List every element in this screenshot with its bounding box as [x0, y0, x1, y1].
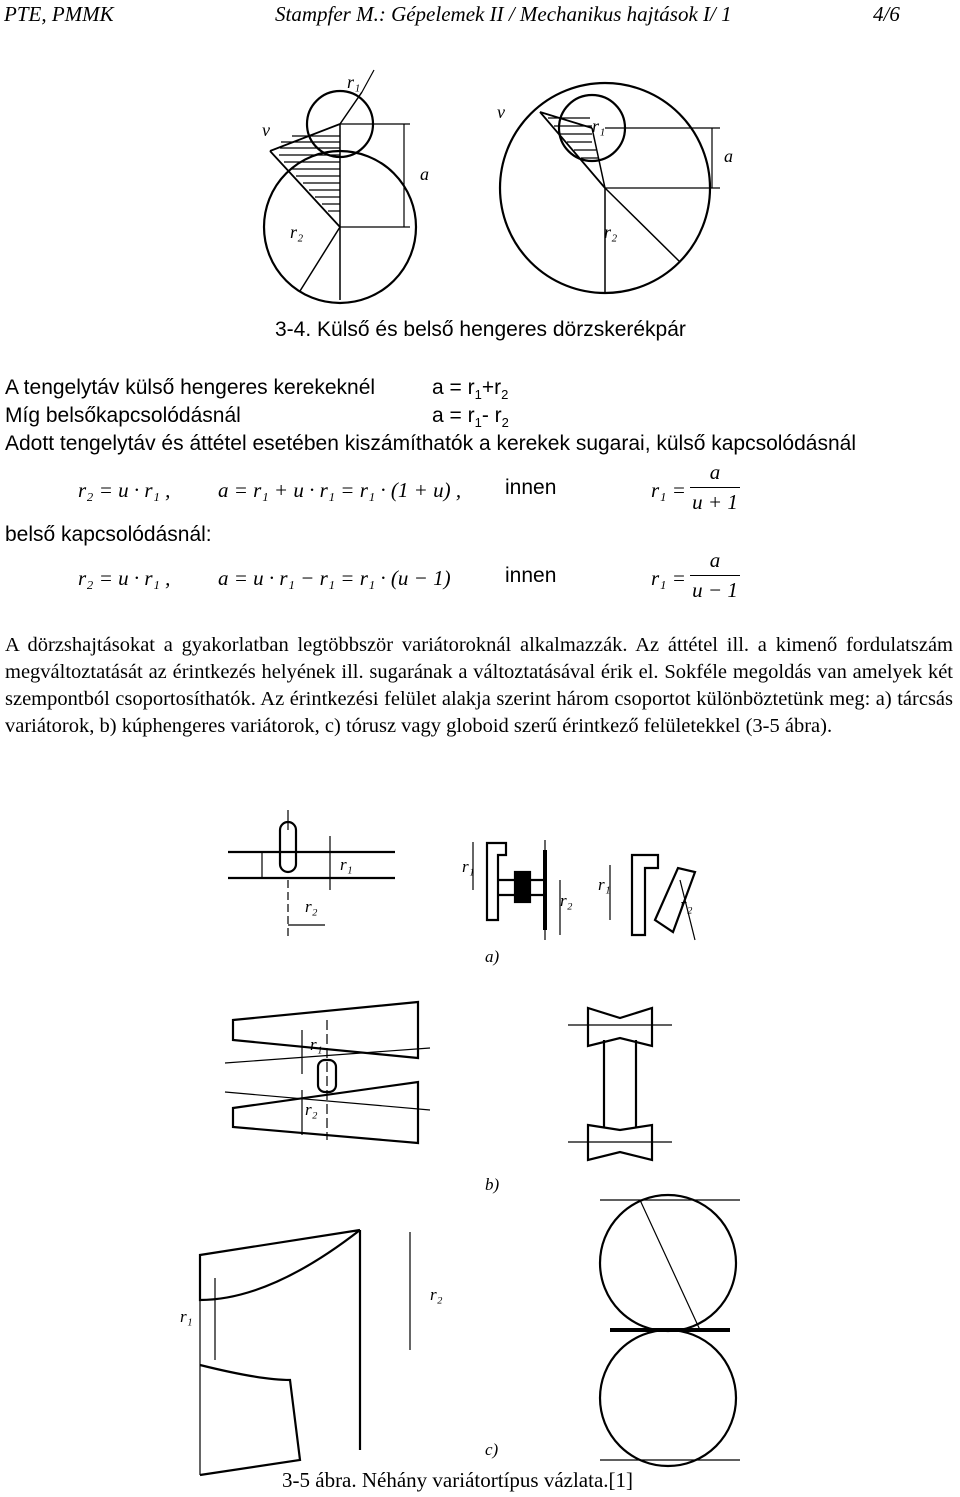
figure-3-4-caption: 3-4. Külső és belső hengeres dörzskerékpár	[275, 318, 686, 341]
eq-ext-fraction: a u + 1	[690, 460, 740, 515]
fig1-label-a: a	[420, 164, 429, 184]
eq-int-fraction: a u − 1	[690, 548, 740, 603]
fig2-label-v: v	[497, 102, 505, 122]
fig2-label-r2: r₂	[604, 222, 618, 242]
header-left: PTE, PMMK	[4, 2, 114, 26]
fig35-c-r1: r₁	[180, 1307, 193, 1326]
fig1-label-v: v	[262, 120, 270, 140]
eq-ext-1: r₂ = u · r₁ ,	[78, 478, 171, 502]
fig35-label-b: b)	[485, 1175, 500, 1194]
text-line-2: Míg belsőkapcsolódásnál	[5, 404, 241, 427]
text-line-3: Adott tengelytáv és áttétel esetében kiszámíthatók a kerekek sugarai, külső kapcsolódásnál	[5, 432, 856, 455]
fig1-label-r2: r₂	[290, 222, 304, 242]
formula-external-a: $a = r_1+r_2$	[432, 376, 509, 403]
fig35-label-a: a)	[485, 947, 500, 966]
fig35-b-r1: r₁	[310, 1035, 323, 1054]
fig2-label-a: a	[724, 146, 733, 166]
eq-int-lhs: r₁ =	[651, 566, 686, 590]
fig35-a-r2: r₂	[305, 897, 318, 916]
fig1-label-r1: r₁	[347, 72, 361, 92]
fig35-a-right-r1: r₁	[598, 875, 611, 894]
eq-int-2: a = u · r₁ − r₁ = r₁ · (u − 1)	[218, 566, 451, 590]
header-page-number: 4/6	[873, 2, 900, 26]
text-line-1: A tengelytáv külső hengeres kerekeknél	[5, 376, 376, 399]
eq-ext-2: a = r₁ + u · r₁ = r₁ · (1 + u) ,	[218, 478, 462, 502]
belso-label: belső kapcsolódásnál:	[5, 523, 212, 546]
body-paragraph: A dörzshajtásokat a gyakorlatban legtöbbször variátoroknál alkalmazzák. Az áttétel ill. a kimenő fordulatszám megváltoztatását az érintkezés helyének ill. sugarának a változtatásával érik el. Sokféle megoldás van amelyek két szempontból csoportosíthatók. Az érintkezési felület alakja szerint három csoportot különböztetünk meg: a) tárcsás variátorok, b) kúphengeres variátorok, c) tórusz vagy globoid szerű érintkező felületekkel (3-5 ábra).	[5, 634, 953, 737]
fig35-label-c: c)	[485, 1440, 499, 1459]
figure-3-5-caption: 3-5 ábra. Néhány variátortípus vázlata.[1]	[282, 1468, 634, 1492]
eq-int-1: r₂ = u · r₁ ,	[78, 566, 171, 590]
fig35-a-r1: r₁	[340, 855, 353, 874]
fig35-b-r2: r₂	[305, 1100, 318, 1119]
fig35-a-mid-r2: r₂	[560, 891, 573, 910]
fig35-a-mid-r1: r₁	[462, 857, 475, 876]
fig2-label-r1: r₁	[592, 116, 606, 136]
formula-internal-a: $a = r_1-$ $r_2$	[432, 404, 509, 431]
eq-ext-lhs: r₁ =	[651, 478, 686, 502]
fig35-a-right-r2: r₂	[680, 895, 693, 914]
innen-1: innen	[505, 476, 557, 499]
figure-3-4-friction-wheels	[0, 0, 960, 330]
header-title: Stampfer M.: Gépelemek II / Mechanikus hajtások I/ 1	[275, 2, 732, 26]
innen-2: innen	[505, 564, 557, 587]
fig35-c-r2: r₂	[430, 1285, 443, 1304]
